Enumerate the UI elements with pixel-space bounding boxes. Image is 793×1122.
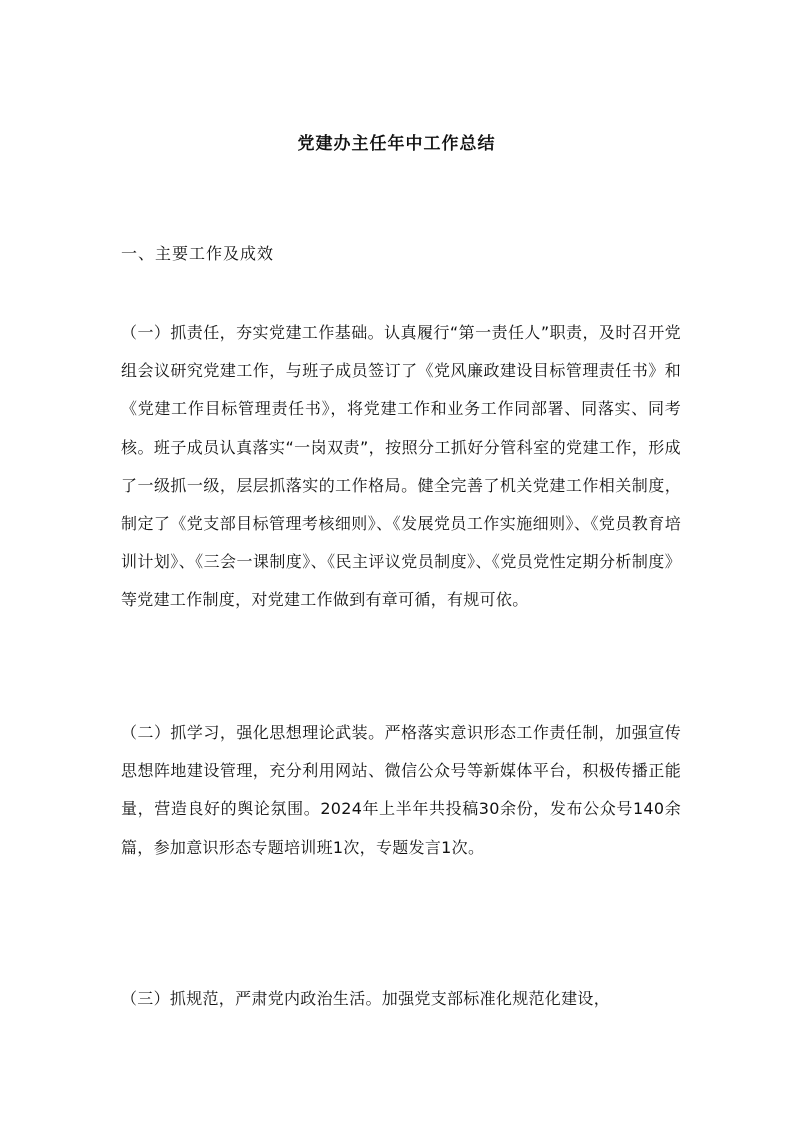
paragraph-standardization: （三）抓规范，严肃党内政治生活。加强党支部标准化规范化建设， xyxy=(121,989,611,1008)
section-heading-main-work: 一、主要工作及成效 xyxy=(121,244,275,263)
paragraph-learning: （二）抓学习，强化思想理论武装。严格落实意识形态工作责任制，加强宣传思想阵地建设管理，充分利用网站、微信公众号等新媒体平台，积极传播正能量，营造良好的舆论氛围。2024年上半年共投稿30余份，发布公众号140余篇，参加意识形态专题培训班1次，专题发言1次。 xyxy=(121,723,681,857)
paragraph-responsibility: （一）抓责任，夯实党建工作基础。认真履行“第一责任人”职责，及时召开党组会议研究党建工作，与班子成员签订了《党风廉政建设目标管理责任书》和《党建工作目标管理责任书》，将党建工作和业务工作同部署、同落实、同考核。班子成员认真落实“一岗双责”，按照分工抓好分管科室的党建工作，形成了一级抓一级，层层抓落实的工作格局。健全完善了机关党建工作相关制度，制定了《党支部目标管理考核细则》、《发展党员工作实施细则》、《党员教育培训计划》、《三会一课制度》、《民主评议党员制度》、《党员党性定期分析制度》等党建工作制度，对党建工作做到有章可循，有规可依。 xyxy=(121,323,681,610)
document-title: 党建办主任年中工作总结 xyxy=(297,134,496,154)
